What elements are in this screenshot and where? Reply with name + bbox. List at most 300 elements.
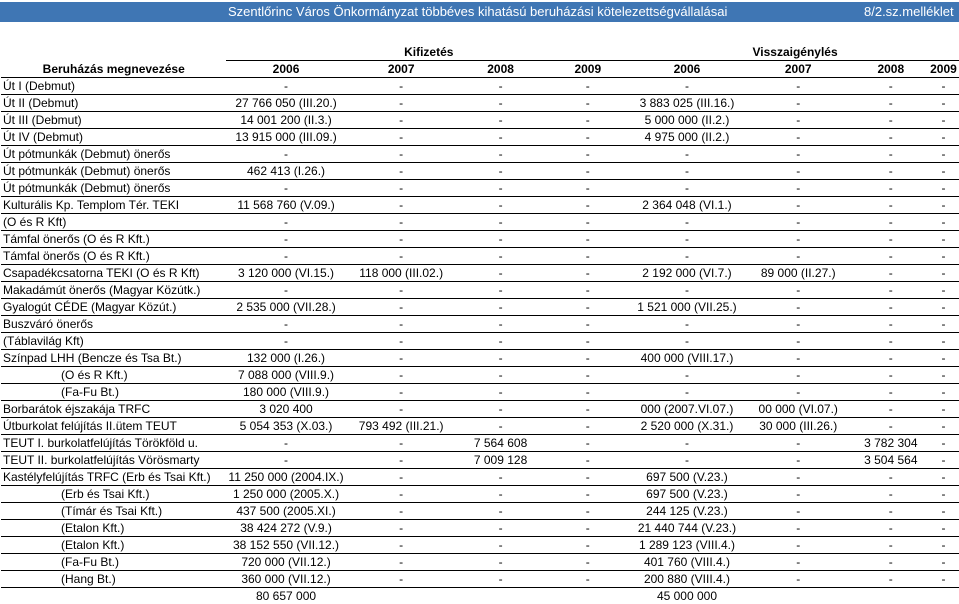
row-value: 13 915 000 (III.09.) [226,129,345,146]
row-value: - [544,367,631,384]
row-value: - [544,554,631,571]
row-value: - [544,571,631,588]
row-value: - [544,265,631,282]
row-value: - [544,384,631,401]
row-value: - [928,384,959,401]
row-value: - [544,231,631,248]
row-value: - [544,418,631,435]
row-value: - [457,520,545,537]
column-header-year: 2007 [743,61,854,78]
row-value: - [457,248,545,265]
table-row [1,367,959,384]
column-header-name: Beruházás megnevezése [1,61,226,78]
row-value: - [544,163,631,180]
row-value: - [631,333,743,350]
row-value: - [346,248,457,265]
row-value [743,588,854,604]
row-value: 180 000 (VIII.9.) [226,384,345,401]
row-value: - [457,486,545,503]
document-title: Szentlőrinc Város Önkormányzat többéves kihatású beruházási kötelezettségvállalásai [228,2,727,22]
row-name: Buszváró önerős [1,316,226,333]
row-value: - [457,112,545,129]
row-value: - [854,520,928,537]
row-name: (O és R Kft) [1,214,226,231]
row-value [544,588,631,604]
row-value: - [544,503,631,520]
row-value: - [743,384,854,401]
table-row [1,401,959,418]
row-value: - [743,78,854,95]
table-row [1,384,959,401]
row-value: - [928,486,959,503]
row-value: 2 535 000 (VII.28.) [226,299,345,316]
row-name: Útburkolat felújítás II.ütem TEUT [1,418,226,435]
row-value: - [854,418,928,435]
row-value: - [544,520,631,537]
row-name: Út I (Debmut) [1,78,226,95]
row-value: 400 000 (VIII.17.) [631,350,743,367]
row-name: Színpad LHH (Bencze és Tsa Bt.) [1,350,226,367]
row-value: - [854,231,928,248]
row-value: 3 883 025 (III.16.) [631,95,743,112]
row-value: 7 564 608 [457,435,545,452]
row-value: - [457,180,545,197]
row-value: - [346,520,457,537]
row-value: - [743,367,854,384]
table-row [1,520,959,537]
table-row [1,197,959,214]
table-row [1,554,959,571]
row-value: - [854,146,928,163]
row-name: Út pótmunkák (Debmut) önerős [1,180,226,197]
table-row [1,469,959,486]
table-row [1,350,959,367]
row-name: Támfal önerős (O és R Kft.) [1,248,226,265]
row-value: - [631,163,743,180]
row-value: - [226,214,345,231]
row-value: - [544,299,631,316]
row-name: (Fa-Fu Bt.) [1,554,226,571]
row-value: - [346,486,457,503]
row-name [1,588,226,604]
row-value: 244 125 (V.23.) [631,503,743,520]
row-value: - [544,486,631,503]
column-header-year: 2006 [226,61,345,78]
row-value: - [631,180,743,197]
row-value: - [346,197,457,214]
row-value: - [346,316,457,333]
row-name: Kulturális Kp. Templom Tér. TEKI [1,197,226,214]
row-value: - [457,367,545,384]
row-value: - [346,129,457,146]
annex-label: 8/2.sz.melléklet [864,2,954,22]
table-row [1,486,959,503]
row-value: - [226,78,345,95]
row-value: - [544,180,631,197]
row-name: Út pótmunkák (Debmut) önerős [1,146,226,163]
row-value: - [346,350,457,367]
row-value: 3 020 400 [226,401,345,418]
row-value: - [544,248,631,265]
row-value: - [854,299,928,316]
row-value [928,588,959,604]
table-row [1,503,959,520]
row-value: - [544,537,631,554]
row-value: - [544,452,631,469]
row-value [346,588,457,604]
row-value: - [226,333,345,350]
row-name: TEUT II. burkolatfelújítás Vörösmarty [1,452,226,469]
row-value: 132 000 (I.26.) [226,350,345,367]
row-name: Makadámút önerős (Magyar Közútk.) [1,282,226,299]
row-value: - [457,163,545,180]
row-value: 118 000 (III.02.) [346,265,457,282]
row-value: - [631,282,743,299]
row-value: - [743,333,854,350]
group-header-visszaigenyles: Visszaigénylés [631,44,959,61]
table-row [1,180,959,197]
row-value: - [854,350,928,367]
column-header-year: 2008 [457,61,545,78]
table-row [1,537,959,554]
row-value: - [346,367,457,384]
row-value: - [743,197,854,214]
row-value: - [631,367,743,384]
row-value: - [457,384,545,401]
row-value: - [544,469,631,486]
row-value: - [457,469,545,486]
table-row [1,231,959,248]
row-value: - [854,367,928,384]
row-value: 697 500 (V.23.) [631,486,743,503]
row-value: - [928,435,959,452]
row-value: - [743,350,854,367]
row-value: - [743,214,854,231]
row-value: - [457,146,545,163]
row-value: - [928,333,959,350]
table-row [1,248,959,265]
row-value: - [928,129,959,146]
row-value: - [854,554,928,571]
row-value: - [226,316,345,333]
row-value: - [854,401,928,418]
row-value: 3 120 000 (VI.15.) [226,265,345,282]
row-name: (Etalon Kft.) [1,520,226,537]
column-header-year: 2009 [928,61,959,78]
row-value: - [928,163,959,180]
row-name: Gyalogút CÉDE (Magyar Közút.) [1,299,226,316]
row-value: - [457,129,545,146]
row-value: - [928,367,959,384]
row-value: - [928,282,959,299]
row-value: 1 521 000 (VII.25.) [631,299,743,316]
row-value: - [854,384,928,401]
row-value: - [346,146,457,163]
column-header-year: 2007 [346,61,457,78]
row-value: - [631,248,743,265]
row-value: 7 009 128 [457,452,545,469]
table-row [1,163,959,180]
row-value: - [928,180,959,197]
row-value: - [457,537,545,554]
table-row [1,265,959,282]
row-value: - [928,503,959,520]
row-value: - [854,333,928,350]
row-value: 3 782 304 [854,435,928,452]
row-name: Kastélyfelújítás TRFC (Erb és Tsai Kft.) [1,469,226,486]
table-row [1,333,959,350]
row-value [854,588,928,604]
row-value: 5 000 000 (II.2.) [631,112,743,129]
row-value: - [346,537,457,554]
row-value: 2 364 048 (VI.1.) [631,197,743,214]
row-value: - [928,316,959,333]
row-value: - [457,197,545,214]
table-row [1,571,959,588]
row-value: - [743,282,854,299]
row-name: (Fa-Fu Bt.) [1,384,226,401]
row-value: 720 000 (VII.12.) [226,554,345,571]
row-value: - [544,435,631,452]
column-header-year: 2008 [854,61,928,78]
row-value: - [346,78,457,95]
row-value: - [928,78,959,95]
row-value: 697 500 (V.23.) [631,469,743,486]
row-value: - [226,282,345,299]
row-value: - [544,197,631,214]
row-value: - [544,78,631,95]
row-value: - [928,299,959,316]
row-name: (Táblavilág Kft) [1,333,226,350]
row-value: - [928,469,959,486]
row-value: - [346,503,457,520]
row-value: - [631,231,743,248]
row-value: - [743,452,854,469]
row-value: - [743,129,854,146]
row-value: 7 088 000 (VIII.9.) [226,367,345,384]
row-value: 1 250 000 (2005.X.) [226,486,345,503]
row-value: - [854,248,928,265]
row-value: - [928,231,959,248]
row-value: - [928,537,959,554]
row-value: - [854,469,928,486]
row-value: - [631,146,743,163]
row-value: - [854,129,928,146]
table-row [1,282,959,299]
row-value: - [854,78,928,95]
row-value: 401 760 (VIII.4.) [631,554,743,571]
row-value: - [743,112,854,129]
row-name: Út IV (Debmut) [1,129,226,146]
row-value: - [743,231,854,248]
row-value: - [457,265,545,282]
row-value: - [743,299,854,316]
row-value: - [928,401,959,418]
row-value: 14 001 200 (II.3.) [226,112,345,129]
row-value: - [346,401,457,418]
row-value: - [928,571,959,588]
row-value: - [743,95,854,112]
row-value: - [457,350,545,367]
row-value: 5 054 353 (X.03.) [226,418,345,435]
row-value: 38 424 272 (V.9.) [226,520,345,537]
row-value: 38 152 550 (VII.12.) [226,537,345,554]
row-value: - [457,95,545,112]
row-value: - [457,333,545,350]
row-value: - [928,112,959,129]
row-value: - [457,299,545,316]
row-value: - [226,231,345,248]
row-value: - [854,486,928,503]
row-value: - [457,554,545,571]
row-name: (Etalon Kft.) [1,537,226,554]
row-value: - [631,452,743,469]
row-value: 200 880 (VIII.4.) [631,571,743,588]
row-value: - [346,299,457,316]
table-row [1,214,959,231]
row-value: - [743,520,854,537]
table-row [1,146,959,163]
table-row [1,588,959,604]
row-value: - [854,180,928,197]
row-value: - [346,180,457,197]
column-header-year: 2009 [544,61,631,78]
row-name: Út III (Debmut) [1,112,226,129]
row-value: - [346,231,457,248]
row-value: - [928,146,959,163]
table-row [1,112,959,129]
row-value: - [226,435,345,452]
row-value: - [743,146,854,163]
table-row [1,316,959,333]
row-value: - [928,248,959,265]
row-value: - [457,282,545,299]
row-value: 2 520 000 (X.31.) [631,418,743,435]
row-value: - [631,384,743,401]
row-value: 80 657 000 [226,588,345,604]
row-value: 27 766 050 (III.20.) [226,95,345,112]
row-value: - [854,197,928,214]
row-value: 45 000 000 [631,588,743,604]
row-value: - [346,214,457,231]
row-value: - [457,316,545,333]
row-value: - [743,248,854,265]
row-value: - [854,265,928,282]
row-value: - [226,180,345,197]
row-value: - [743,554,854,571]
table-row [1,435,959,452]
row-value: - [346,384,457,401]
row-value: - [346,163,457,180]
row-value: - [457,401,545,418]
row-value: - [457,571,545,588]
row-value: 000 (2007.VI.07.) [631,401,743,418]
row-value: - [743,180,854,197]
row-value: - [928,520,959,537]
row-name: TEUT I. burkolatfelújítás Törökföld u. [1,435,226,452]
row-value: - [346,333,457,350]
document-title-bar [0,2,959,22]
row-value: 4 975 000 (II.2.) [631,129,743,146]
row-name: Támfal önerős (O és R Kft.) [1,231,226,248]
row-value: - [544,112,631,129]
row-value: - [743,163,854,180]
group-header-kifizetes: Kifizetés [226,44,631,61]
row-value: - [631,435,743,452]
row-name: (O és R Kft.) [1,367,226,384]
header-group-row [1,44,959,61]
row-name: Út II (Debmut) [1,95,226,112]
row-value: - [743,486,854,503]
row-value: 00 000 (VI.07.) [743,401,854,418]
row-value: 89 000 (II.27.) [743,265,854,282]
row-value: 11 568 760 (V.09.) [226,197,345,214]
investment-table-container [1,44,959,604]
row-value: - [346,452,457,469]
row-value: - [854,163,928,180]
row-value: - [854,214,928,231]
row-name: Borbarátok éjszakája TRFC [1,401,226,418]
row-value: - [854,503,928,520]
row-value: 30 000 (III.26.) [743,418,854,435]
row-value: - [743,571,854,588]
row-value: 360 000 (VII.12.) [226,571,345,588]
row-name: Csapadékcsatorna TEKI (O és R Kft) [1,265,226,282]
row-value: - [854,282,928,299]
row-value: - [544,214,631,231]
row-value: - [346,571,457,588]
row-value: 1 289 123 (VIII.4.) [631,537,743,554]
row-value: 462 413 (I.26.) [226,163,345,180]
row-value: - [346,554,457,571]
row-value: - [544,401,631,418]
row-value: - [928,452,959,469]
row-value: - [928,350,959,367]
row-value: - [743,537,854,554]
row-name: (Erb és Tsai Kft.) [1,486,226,503]
table-row [1,452,959,469]
row-value: - [743,435,854,452]
table-row [1,129,959,146]
row-value: - [854,537,928,554]
row-value: - [631,214,743,231]
row-value: - [928,554,959,571]
row-value: - [743,469,854,486]
row-value: - [743,503,854,520]
row-value: - [226,248,345,265]
row-value: - [928,197,959,214]
row-value: - [346,95,457,112]
row-value: - [226,146,345,163]
row-value: - [854,316,928,333]
row-value: - [457,231,545,248]
row-value: - [544,350,631,367]
row-name: (Hang Bt.) [1,571,226,588]
row-value: - [544,95,631,112]
row-value: - [457,214,545,231]
row-value: 11 250 000 (2004.IX.) [226,469,345,486]
row-value: - [346,112,457,129]
row-value: - [854,112,928,129]
table-row [1,299,959,316]
header-year-row [1,61,959,78]
row-value: - [928,418,959,435]
row-value: - [457,418,545,435]
row-value: - [854,571,928,588]
row-name: Út pótmunkák (Debmut) önerős [1,163,226,180]
row-value: - [346,469,457,486]
row-value: 793 492 (III.21.) [346,418,457,435]
